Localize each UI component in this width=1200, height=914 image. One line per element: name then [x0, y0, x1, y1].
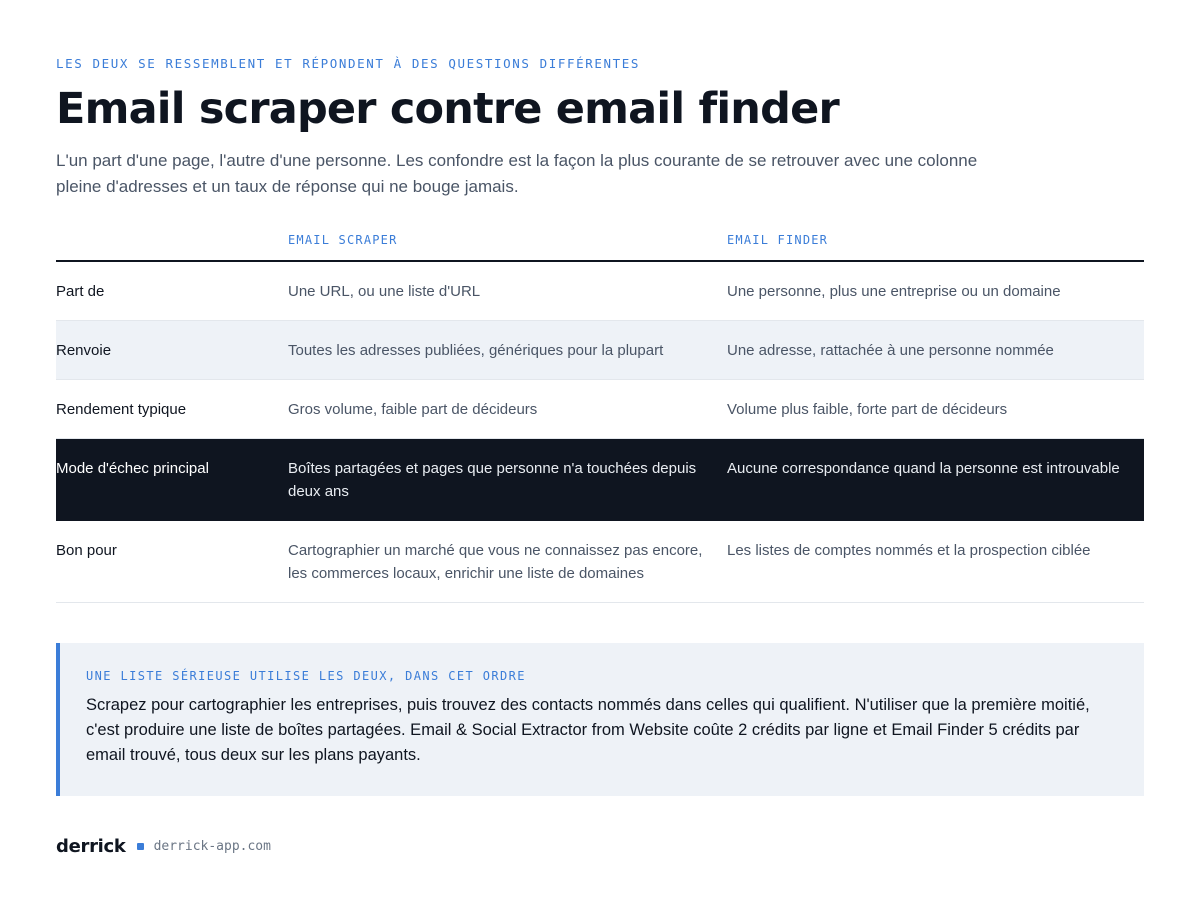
table-row-highlighted	[56, 439, 1144, 521]
scraper-cell: Boîtes partagées et pages que personne n'a touchées depuis deux ans	[288, 460, 697, 500]
finder-cell: Une adresse, rattachée à une personne nommée	[727, 342, 1054, 359]
footer-domain: derrick-app.com	[153, 839, 271, 854]
section-eyebrow: LES DEUX SE RESSEMBLENT ET RÉPONDENT À DES QUESTIONS DIFFÉRENTES	[56, 56, 641, 71]
table-row	[56, 521, 1144, 603]
finder-cell: Aucune correspondance quand la personne est introuvable	[727, 460, 1120, 477]
callout-eyebrow: UNE LISTE SÉRIEUSE UTILISE LES DEUX, DANS CET ORDRE	[86, 669, 526, 683]
scraper-cell: Toutes les adresses publiées, génériques pour la plupart	[288, 342, 664, 359]
row-label: Bon pour	[56, 542, 117, 559]
footer	[56, 836, 271, 857]
table-row	[56, 262, 1144, 321]
table-row	[56, 380, 1144, 439]
table-row	[56, 321, 1144, 380]
header-empty-cell	[56, 226, 288, 260]
header-email-finder: EMAIL FINDER	[727, 233, 829, 247]
intro-paragraph: L'un part d'une page, l'autre d'une personne. Les confondre est la façon la plus courante de se retrouver avec une colonne pleine d'adresses et un taux de réponse qui ne bouge jamais.	[56, 151, 978, 196]
scraper-cell: Gros volume, faible part de décideurs	[288, 401, 538, 418]
table-header	[56, 226, 1144, 262]
header-email-scraper: EMAIL SCRAPER	[288, 233, 398, 247]
callout-box	[56, 643, 1144, 796]
scraper-cell: Une URL, ou une liste d'URL	[288, 283, 481, 300]
comparison-table	[56, 226, 1144, 603]
row-label: Rendement typique	[56, 401, 187, 418]
square-dot-icon	[137, 843, 144, 850]
finder-cell: Volume plus faible, forte part de décideurs	[727, 401, 1008, 418]
row-label: Part de	[56, 283, 105, 300]
callout-body: Scrapez pour cartographier les entreprises, puis trouvez des contacts nommés dans celles qui qualifient. N'utiliser que la première moitié, c'est produire une liste de boîtes partagées. Email & Social Extractor from Website coûte 2 crédits par ligne et Email Finder 5 crédits par email trouvé, tous deux sur les plans payants.	[86, 696, 1090, 764]
brand-logo: derrick	[56, 836, 126, 857]
page-title: Email scraper contre email finder	[56, 84, 839, 134]
row-label: Renvoie	[56, 342, 112, 359]
finder-cell: Une personne, plus une entreprise ou un domaine	[727, 283, 1061, 300]
scraper-cell: Cartographier un marché que vous ne connaissez pas encore, les commerces locaux, enrichir une liste de domaines	[288, 542, 703, 582]
finder-cell: Les listes de comptes nommés et la prospection ciblée	[727, 542, 1091, 559]
row-label: Mode d'échec principal	[56, 460, 209, 477]
